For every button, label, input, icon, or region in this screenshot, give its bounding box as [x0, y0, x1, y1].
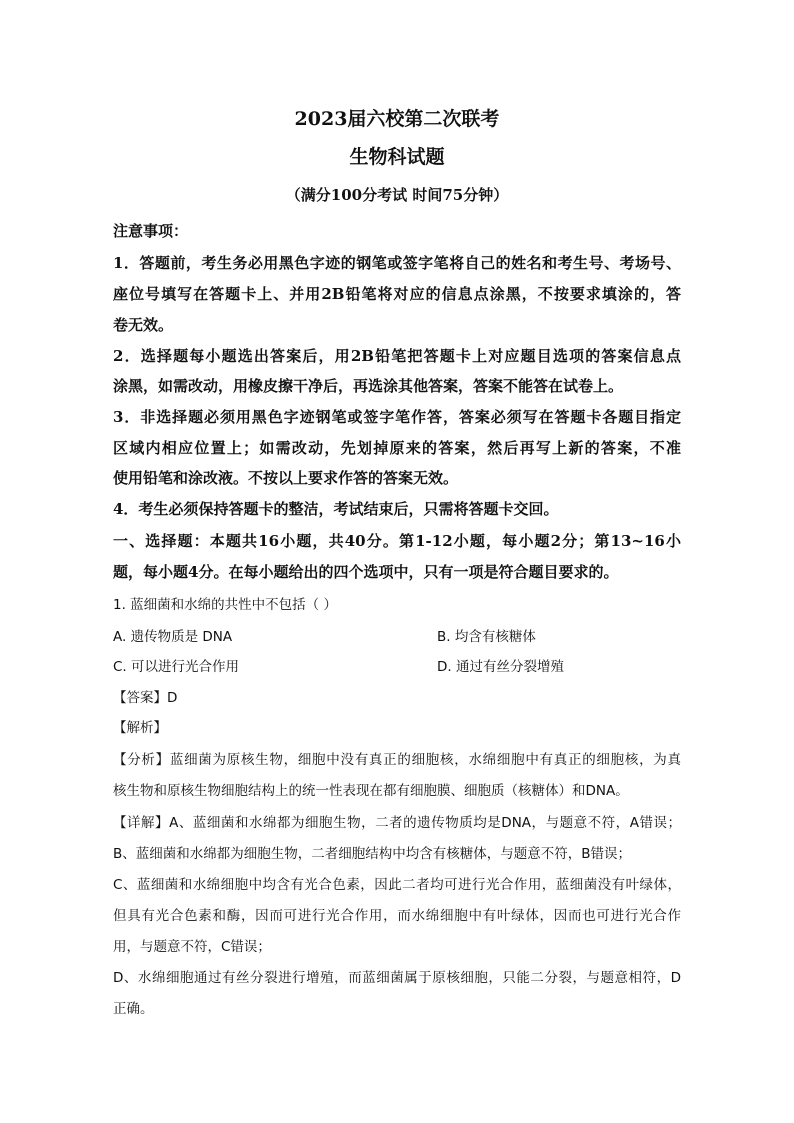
- notice-line: 4．考生必须保持答题卡的整洁，考试结束后，只需将答题卡交回。: [113, 500, 559, 518]
- exam-title: 2023届六校第二次联考: [294, 108, 500, 130]
- analysis-heading: 【解析】: [113, 720, 167, 736]
- option-d: D. 通过有丝分裂增殖: [437, 659, 564, 675]
- notice-line: 2．选择题每小题选出答案后，用2B铅笔把答题卡上对应题目选项的答案信息点: [113, 347, 681, 365]
- notice-heading: 注意事项：: [113, 222, 189, 240]
- analysis-line: 用，与题意不符，C错误；: [113, 939, 271, 955]
- analysis-line: 【详解】A、蓝细菌和水绵都为细胞生物，二者的遗传物质均是DNA，与题意不符，A错误；: [113, 815, 681, 831]
- analysis-line: B、蓝细菌和水绵都为细胞生物，二者细胞结构中均含有核糖体，与题意不符，B错误；: [113, 846, 632, 862]
- analysis-line: C、蓝细菌和水绵细胞中均含有光合色素，因此二者均可进行光合作用，蓝细菌没有叶绿体，: [113, 877, 681, 893]
- notice-line: 卷无效。: [113, 316, 174, 334]
- analysis-line: 但具有光合色素和酶，因而可进行光合作用，而水绵细胞中有叶绿体，因而也可进行光合作: [113, 908, 681, 924]
- notice-line: 区域内相应位置上；如需改动，先划掉原来的答案，然后再写上新的答案，不准: [113, 439, 681, 457]
- question-stem: 1. 蓝细菌和水绵的共性中不包括（ ）: [113, 597, 337, 613]
- analysis-line: 正确。: [113, 1001, 154, 1017]
- option-c: C. 可以进行光合作用: [113, 659, 240, 675]
- answer-line: 【答案】D: [113, 690, 178, 706]
- option-b: B. 均含有核糖体: [437, 629, 536, 645]
- notice-line: 座位号填写在答题卡上、并用2B铅笔将对应的信息点涂黑，不按要求填涂的，答: [113, 285, 681, 303]
- notice-line: 1．答题前，考生务必用黑色字迹的钢笔或签字笔将自己的姓名和考生号、考场号、: [113, 254, 681, 272]
- analysis-line: 核生物和原核生物细胞结构上的统一性表现在都有细胞膜、细胞质（核糖体）和DNA。: [113, 783, 629, 799]
- option-a: A. 遗传物质是 DNA: [113, 629, 233, 645]
- analysis-line: D、水绵细胞通过有丝分裂进行增殖，而蓝细菌属于原核细胞，只能二分裂，与题意相符，D: [113, 970, 681, 986]
- section-instruction: 题，每小题4分。在每小题给出的四个选项中，只有一项是符合题目要求的。: [113, 563, 619, 581]
- notice-line: 使用铅笔和涂改液。不按以上要求作答的答案无效。: [113, 469, 459, 487]
- analysis-line: 【分析】蓝细菌为原核生物，细胞中没有真正的细胞核，水绵细胞中有真正的细胞核，为真: [113, 752, 681, 768]
- exam-info: （满分100分考试 时间75分钟）: [285, 186, 509, 204]
- notice-line: 涂黑，如需改动，用橡皮擦干净后，再选涂其他答案，答案不能答在试卷上。: [113, 377, 624, 395]
- section-instruction: 一、选择题：本题共16小题，共40分。第1-12小题，每小题2分；第13~16小: [113, 532, 681, 550]
- notice-line: 3．非选择题必须用黑色字迹钢笔或签字笔作答，答案必须写在答题卡各题目指定: [113, 408, 681, 426]
- subject-title: 生物科试题: [349, 146, 445, 168]
